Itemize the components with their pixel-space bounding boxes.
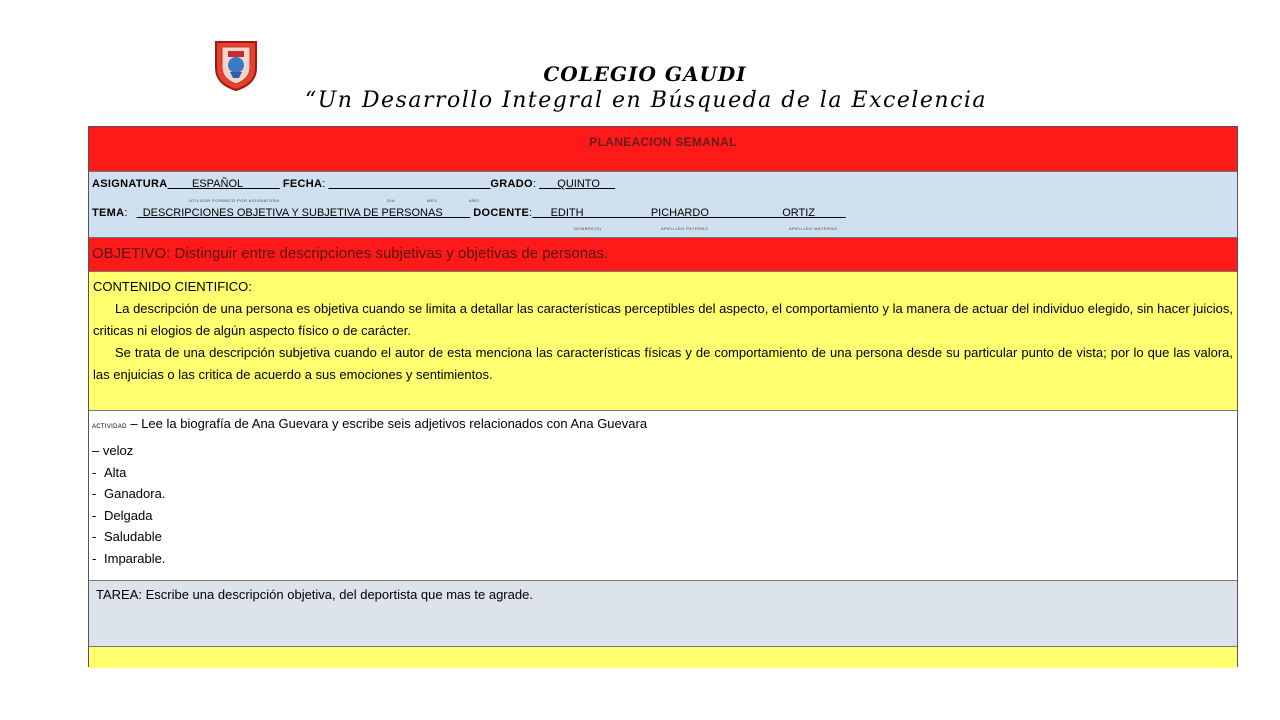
weekly-plan-sheet bbox=[88, 126, 1238, 667]
list-item: – veloz bbox=[92, 443, 134, 458]
ano-hint: AÑO bbox=[469, 198, 480, 203]
nombre-hint: NOMBRE(S) bbox=[574, 226, 602, 231]
content-heading: CONTENIDO CIENTIFICO: bbox=[93, 279, 252, 294]
tema-label: TEMA bbox=[92, 207, 125, 219]
list-item: - Imparable. bbox=[92, 550, 166, 566]
homework-text: TAREA: Escribe una descripción objetiva, del deportista que mas te agrade. bbox=[96, 587, 533, 602]
plan-info-row bbox=[89, 172, 1237, 238]
footer-row bbox=[89, 647, 1237, 668]
activity-label: ACTIVIDAD bbox=[92, 424, 127, 430]
materno-hint: APELLIDO MATERNO bbox=[789, 226, 838, 231]
list-item: - Alta bbox=[92, 464, 127, 480]
mes-hint: MES bbox=[427, 198, 438, 203]
list-item: - Ganadora. bbox=[92, 486, 166, 501]
scientific-content bbox=[93, 276, 1233, 386]
plan-title: PLANEACION SEMANAL bbox=[589, 135, 737, 149]
objective-text: OBJETIVO: Distinguir entre descripciones subjetivas y objetivas de personas. bbox=[92, 245, 609, 262]
asignatura-hint: UTILIZAR FORMATO POR ASIGNATURA bbox=[189, 198, 280, 203]
activity-instruction: Lee la biografía de Ana Guevara y escribe seis adjetivos relacionados con Ana Guevara bbox=[141, 416, 648, 431]
dia-hint: DIA bbox=[387, 198, 396, 203]
school-name: COLEGIO GAUDI bbox=[543, 62, 747, 86]
fecha-value bbox=[328, 178, 490, 190]
content-row bbox=[89, 272, 1237, 411]
asignatura-value: ESPAÑOL bbox=[191, 178, 244, 190]
asignatura-label: ASIGNATURA bbox=[92, 178, 168, 190]
grado-label: GRADO bbox=[490, 178, 533, 190]
tema-value: DESCRIPCIONES OBJETIVA Y SUBJETIVA DE PERSONAS bbox=[142, 207, 443, 219]
homework-row bbox=[89, 581, 1237, 647]
adjective-list bbox=[92, 440, 165, 569]
fecha-label: FECHA bbox=[282, 178, 323, 190]
docente-value: EDITH PICHARDO ORTIZ bbox=[550, 207, 816, 219]
plan-title-row bbox=[89, 127, 1237, 172]
list-item: - Delgada bbox=[92, 507, 153, 523]
content-paragraph-subjective: Se trata de una descripción subjetiva cuando el autor de esta menciona las características físicas y de comportamiento de una persona desde su particular punto de vista; por lo que las valora, las enjuicias o las critica de acuerdo a sus emociones y sentimientos. bbox=[93, 345, 1233, 382]
topic-teacher-line: TEMA: DESCRIPCIONES OBJETIVA Y SUBJETIVA DE PERSONAS DOCENTE: EDITH PICHARDO ORTIZ bbox=[92, 207, 846, 219]
activity-row bbox=[89, 411, 1237, 581]
subject-date-grade-line: ASIGNATURA ESPAÑOL FECHA: GRADO: QUINTO bbox=[92, 178, 615, 190]
paterno-hint: APELLIDO PATERNO bbox=[661, 226, 709, 231]
docente-label: DOCENTE bbox=[473, 207, 530, 219]
list-item: - Saludable bbox=[92, 529, 162, 544]
objective-row bbox=[89, 238, 1237, 272]
grado-value: QUINTO bbox=[557, 178, 600, 190]
content-paragraph-objective: La descripción de una persona es objetiva cuando se limita a detallar las características perceptibles del aspecto, el comportamiento y la manera de actuar del individuo elegido, sin hacer juicios, criticas ni elogios de algún aspecto físico o de carácter. bbox=[93, 301, 1233, 338]
activity-heading: ACTIVIDAD – Lee la biografía de Ana Guevara y escribe seis adjetivos relacionados con Ana Guevara bbox=[92, 416, 648, 431]
school-motto: “Un Desarrollo Integral en Búsqueda de la Excelencia bbox=[304, 88, 988, 113]
